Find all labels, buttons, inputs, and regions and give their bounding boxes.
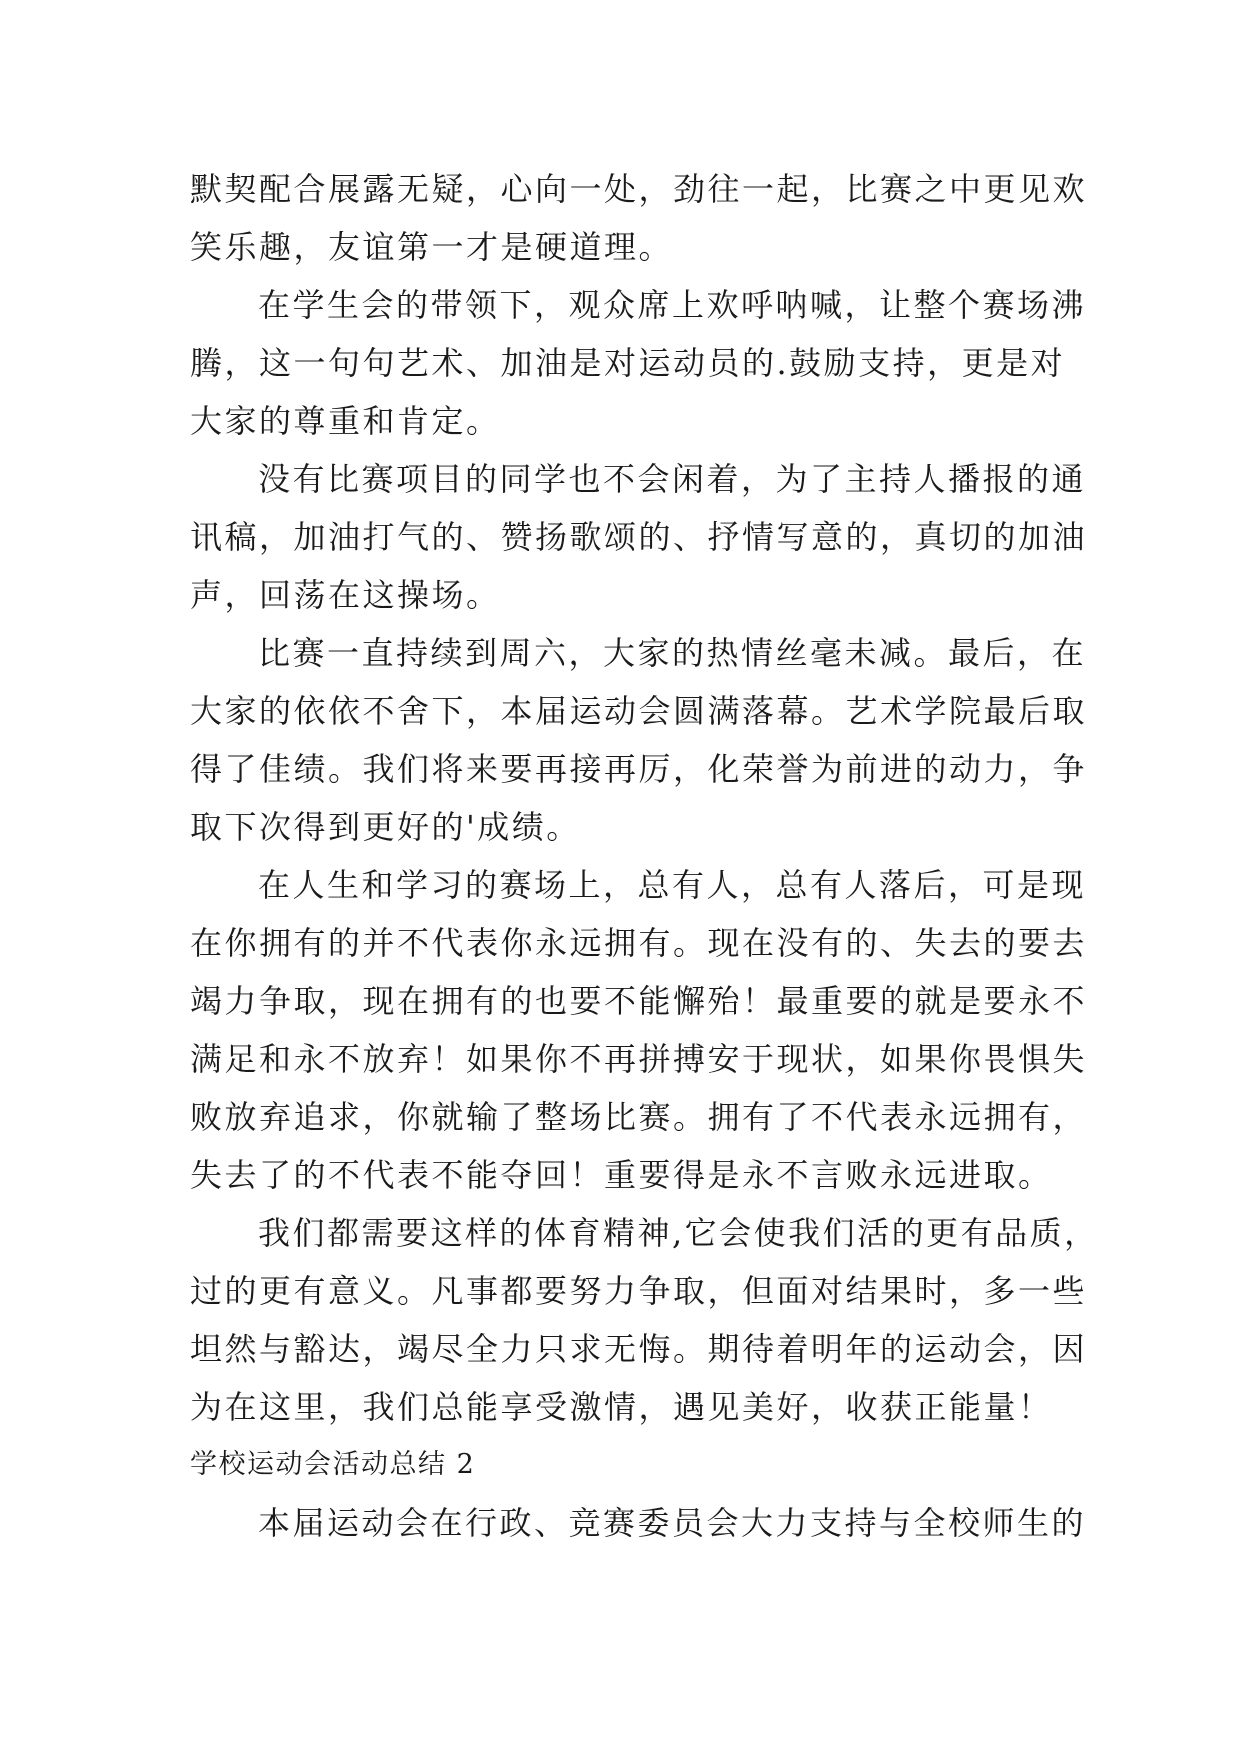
text-line: 大家的尊重和肯定。 [190, 402, 501, 440]
section-heading: 学校运动会活动总结 2 [190, 1449, 476, 1480]
paragraph [190, 1494, 1087, 1552]
text-line: 满足和永不放弃！如果你不再拼搏安于现状，如果你畏惧失 [190, 1040, 1088, 1078]
text-line: 默契配合展露无疑，心向一处，劲往一起，比赛之中更见欢 [190, 170, 1088, 208]
text-line: 过的更有意义。凡事都要努力争取，但面对结果时，多一些 [190, 1272, 1088, 1310]
text-line: 为在这里，我们总能享受激情，遇见美好，收获正能量！ [190, 1388, 1053, 1426]
text-line: 本届运动会在行政、竞赛委员会大力支持与全校师生的 [258, 1504, 1087, 1542]
text-line: 没有比赛项目的同学也不会闲着，为了主持人播报的通 [258, 460, 1087, 498]
text-line: 腾，这一句句艺术、加油是对运动员的.鼓励支持，更是对 [190, 344, 1066, 382]
text-line: 坦然与豁达，竭尽全力只求无悔。期待着明年的运动会，因 [190, 1330, 1088, 1368]
text-line: 得了佳绩。我们将来要再接再厉，化荣誉为前进的动力，争 [190, 750, 1088, 788]
text-line: 在你拥有的并不代表你永远拥有。现在没有的、失去的要去 [190, 924, 1088, 962]
text-line: 笑乐趣，友谊第一才是硬道理。 [190, 228, 674, 266]
text-line: 取下次得到更好的'成绩。 [190, 808, 581, 846]
text-line: 大家的依依不舍下，本届运动会圆满落幕。艺术学院最后取 [190, 692, 1088, 730]
text-line: 在人生和学习的赛场上，总有人，总有人落后，可是现 [258, 866, 1087, 904]
document-body [190, 160, 1099, 1552]
text-line: 竭力争取，现在拥有的也要不能懈殆！最重要的就是要永不 [190, 982, 1088, 1020]
text-line: 比赛一直持续到周六，大家的热情丝毫未减。最后，在 [258, 634, 1087, 672]
text-line: 讯稿，加油打气的、赞扬歌颂的、抒情写意的，真切的加油 [190, 518, 1088, 556]
text-line: 我们都需要这样的体育精神,它会使我们活的更有品质， [258, 1214, 1099, 1252]
paragraph [190, 856, 1088, 1204]
paragraph [190, 450, 1088, 624]
paragraph [190, 1204, 1099, 1436]
paragraph [190, 160, 1088, 276]
text-line: 在学生会的带领下，观众席上欢呼呐喊，让整个赛场沸 [258, 286, 1087, 324]
text-line: 失去了的不代表不能夺回！重要得是永不言败永远进取。 [190, 1156, 1053, 1194]
text-line: 败放弃追求，你就输了整场比赛。拥有了不代表永远拥有， [190, 1098, 1088, 1136]
text-line: 声，回荡在这操场。 [190, 576, 501, 614]
paragraph [190, 276, 1087, 450]
paragraph [190, 624, 1088, 856]
